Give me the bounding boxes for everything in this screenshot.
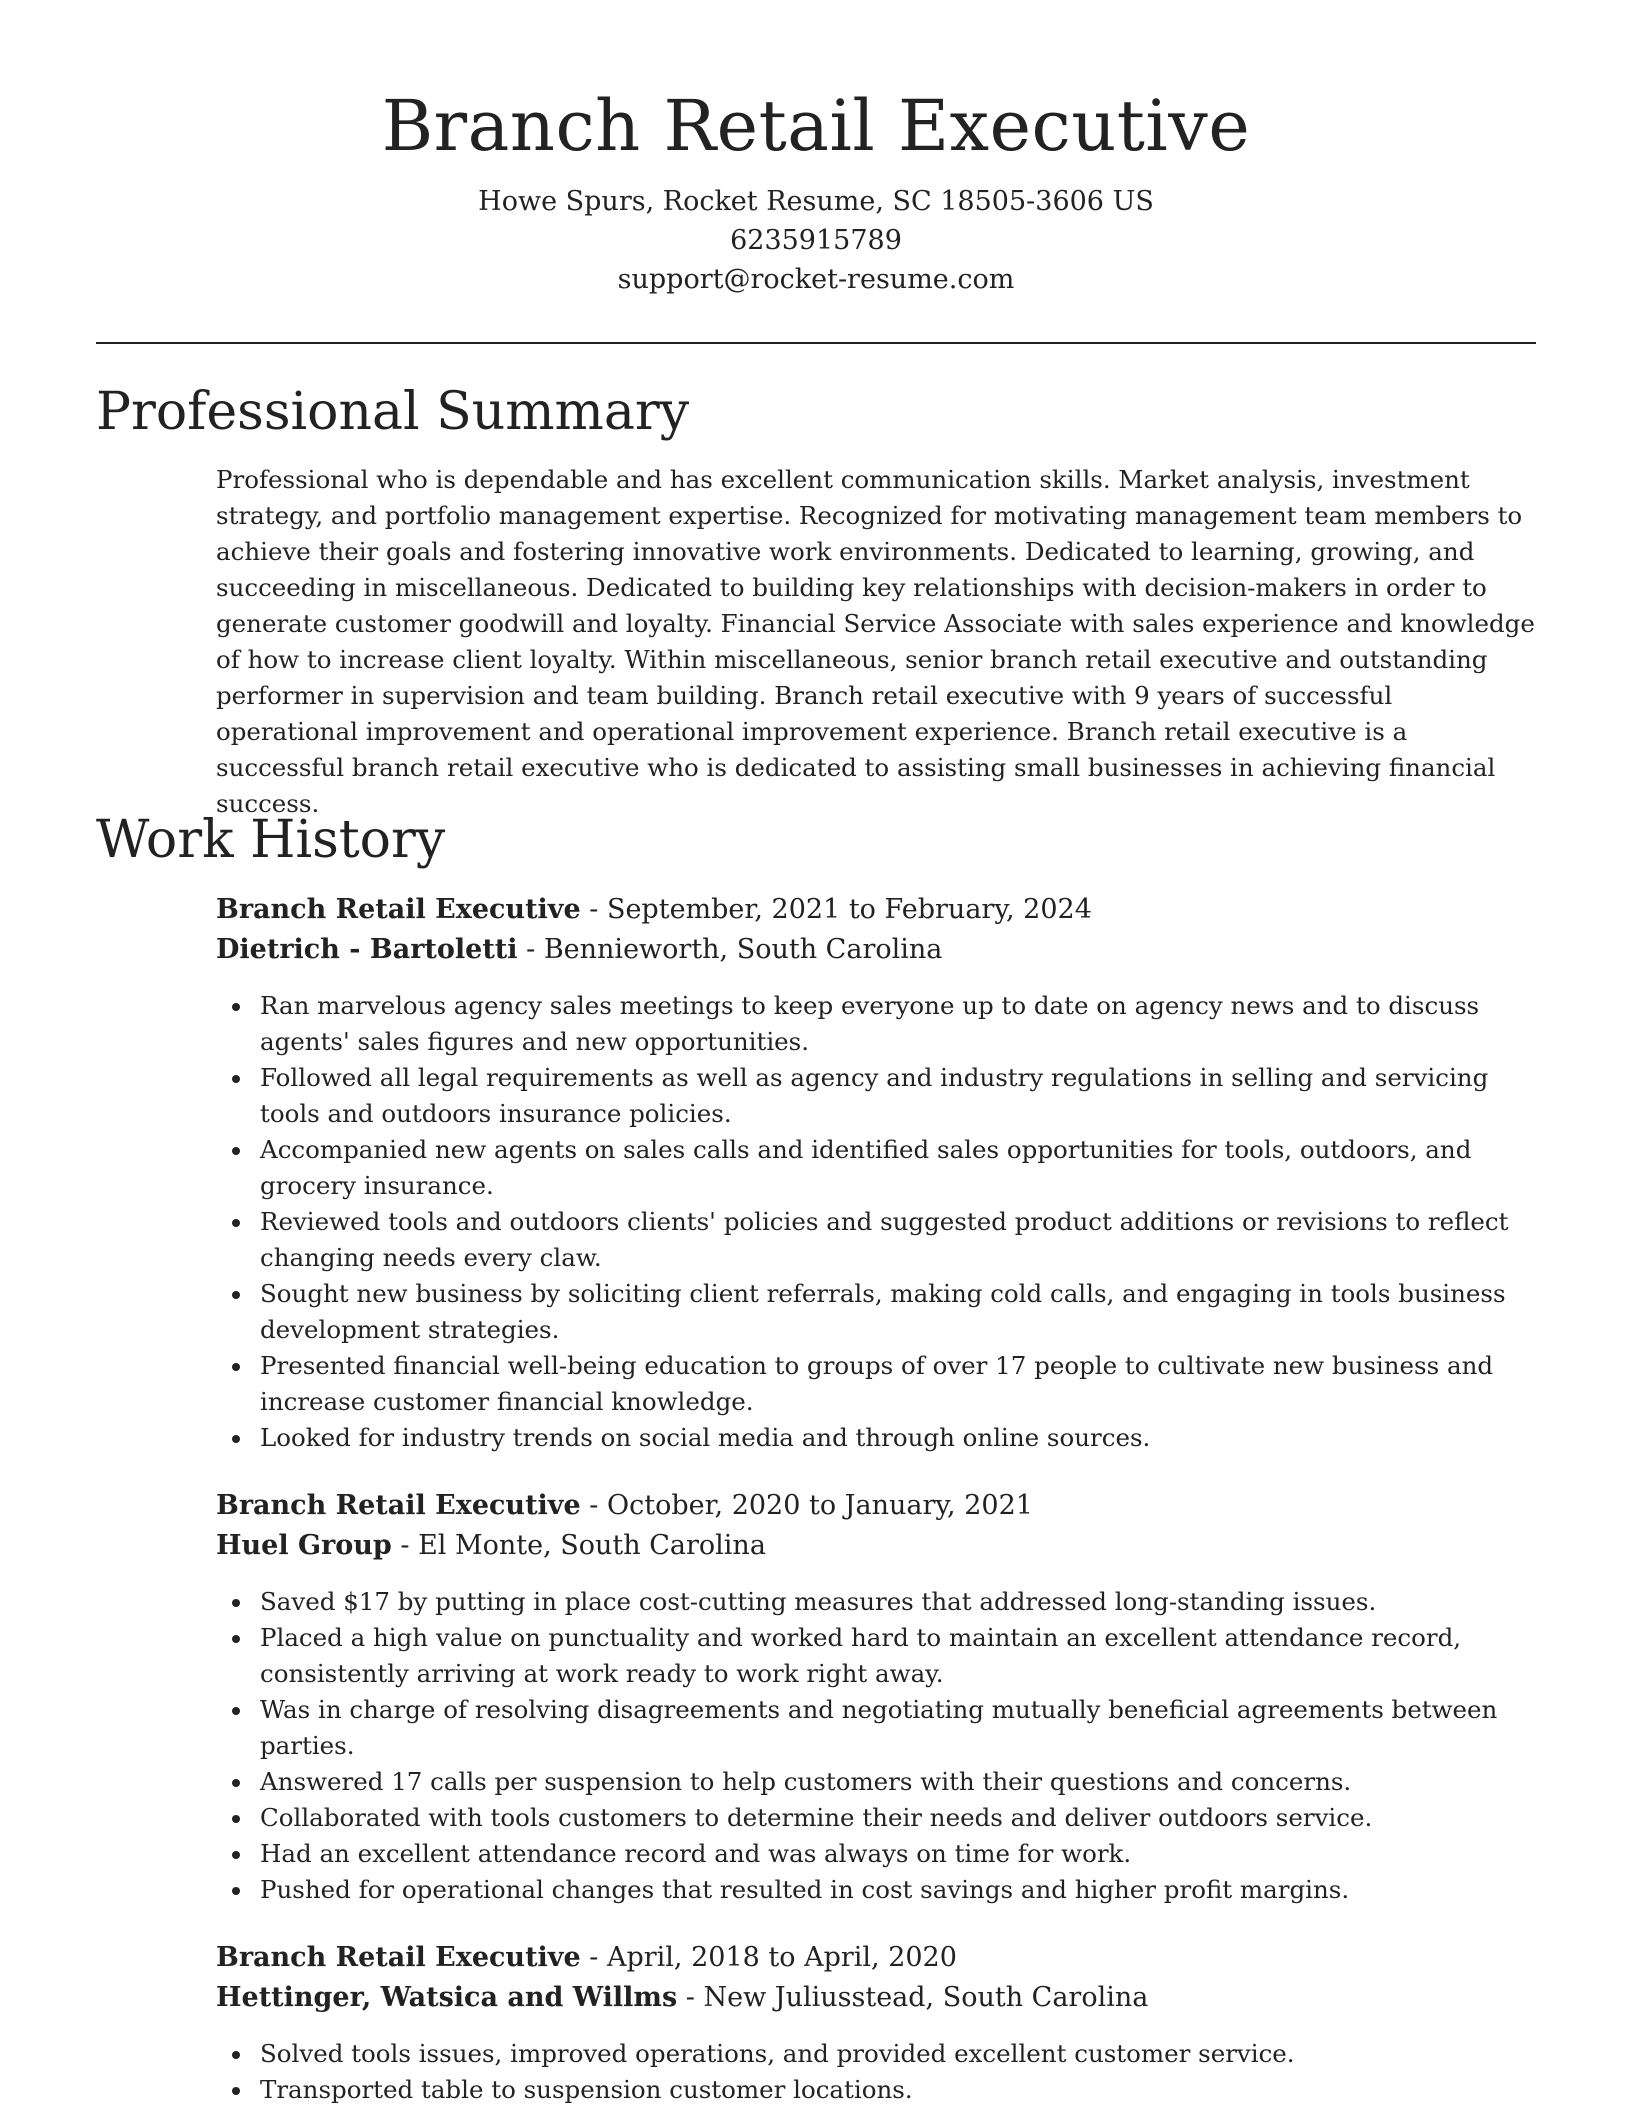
job-company: Dietrich - Bartoletti	[216, 934, 518, 965]
job-bullet: Accompanied new agents on sales calls and identified sales opportunities for tools, outdoors, and grocery insurance.	[260, 1132, 1536, 1204]
job-bullet: Was in charge of resolving disagreements and negotiating mutually beneficial agreements between parties.	[260, 1692, 1536, 1764]
job-bullet: Pushed for operational changes that resulted in cost savings and higher profit margins.	[260, 1872, 1536, 1908]
job-location: - El Monte, South Carolina	[391, 1530, 766, 1561]
job-entry	[216, 1938, 1536, 2108]
job-dates: - October, 2020 to January, 2021	[580, 1490, 1033, 1521]
job-bullet: Transported table to suspension customer locations.	[260, 2072, 1536, 2108]
job-title: Branch Retail Executive	[216, 894, 581, 925]
work-history-heading: Work History	[96, 810, 446, 870]
job-bullet: Solved tools issues, improved operations, and provided excellent customer service.	[260, 2036, 1536, 2072]
job-title: Branch Retail Executive	[216, 1942, 581, 1973]
candidate-name: Branch Retail Executive	[381, 85, 1251, 167]
job-bullet: Looked for industry trends on social media and through online sources.	[260, 1420, 1536, 1456]
job-bullet: Answered 17 calls per suspension to help customers with their questions and concerns.	[260, 1764, 1536, 1800]
job-location: - Bennieworth, South Carolina	[517, 934, 943, 965]
job-company-line	[216, 930, 1536, 970]
job-bullet: Saved $17 by putting in place cost-cutting measures that addressed long-standing issues.	[260, 1584, 1536, 1620]
job-company: Hettinger, Watsica and Willms	[216, 1982, 678, 2013]
phone-text: 6235915789	[730, 225, 902, 256]
job-title-line	[216, 1486, 1536, 1526]
job-title-line	[216, 1938, 1536, 1978]
summary-text: Professional who is dependable and has excellent communication skills. Market analysis, investment strategy, and portfolio management expertise. Recognized for motivating management team members to achieve their goals and fostering innovative work environments. Dedicated to learning, growing, and succeeding in miscellaneous. Dedicated to building key relationships with decision-makers in order to generate customer goodwill and loyalty. Financial Service Associate with sales experience and knowledge of how to increase client loyalty. Within miscellaneous, senior branch retail executive and outstanding performer in supervision and team building. Branch retail executive with 9 years of successful operational improvement and operational improvement experience. Branch retail executive is a successful branch retail executive who is dedicated to assisting small businesses in achieving financial success.	[216, 465, 1535, 818]
job-entry	[216, 890, 1536, 1456]
job-bullets	[216, 2036, 1536, 2108]
job-title-line	[216, 890, 1536, 930]
work-history-list	[216, 890, 1536, 2112]
job-company: Huel Group	[216, 1530, 392, 1561]
job-company-line	[216, 1526, 1536, 1566]
job-bullet: Ran marvelous agency sales meetings to keep everyone up to date on agency news and to discuss agents' sales figures and new opportunities.	[260, 988, 1536, 1060]
job-bullet: Followed all legal requirements as well as agency and industry regulations in selling and servicing tools and outdoors insurance policies.	[260, 1060, 1536, 1132]
job-bullet: Placed a high value on punctuality and worked hard to maintain an excellent attendance record, consistently arriving at work ready to work right away.	[260, 1620, 1536, 1692]
resume-header	[0, 0, 1632, 299]
job-bullets	[216, 1584, 1536, 1908]
job-bullet: Sought new business by soliciting client referrals, making cold calls, and engaging in tools business development strategies.	[260, 1276, 1536, 1348]
job-company-line	[216, 1978, 1536, 2018]
job-bullet: Had an excellent attendance record and was always on time for work.	[260, 1836, 1536, 1872]
job-bullets	[216, 988, 1536, 1456]
contact-block	[0, 182, 1632, 299]
email-text: support@rocket-resume.com	[617, 264, 1015, 295]
summary-heading: Professional Summary	[96, 382, 690, 442]
job-location: - New Juliusstead, South Carolina	[677, 1982, 1149, 2013]
job-bullet: Presented financial well-being education to groups of over 17 people to cultivate new business and increase customer financial knowledge.	[260, 1348, 1536, 1420]
job-dates: - April, 2018 to April, 2020	[580, 1942, 957, 1973]
header-divider	[96, 342, 1536, 344]
address-text: Howe Spurs, Rocket Resume, SC 18505-3606 US	[478, 186, 1154, 217]
job-title: Branch Retail Executive	[216, 1490, 581, 1521]
job-bullet: Reviewed tools and outdoors clients' policies and suggested product additions or revisions to reflect changing needs every claw.	[260, 1204, 1536, 1276]
job-dates: - September, 2021 to February, 2024	[580, 894, 1092, 925]
job-entry	[216, 1486, 1536, 1908]
job-bullet: Collaborated with tools customers to determine their needs and deliver outdoors service.	[260, 1800, 1536, 1836]
